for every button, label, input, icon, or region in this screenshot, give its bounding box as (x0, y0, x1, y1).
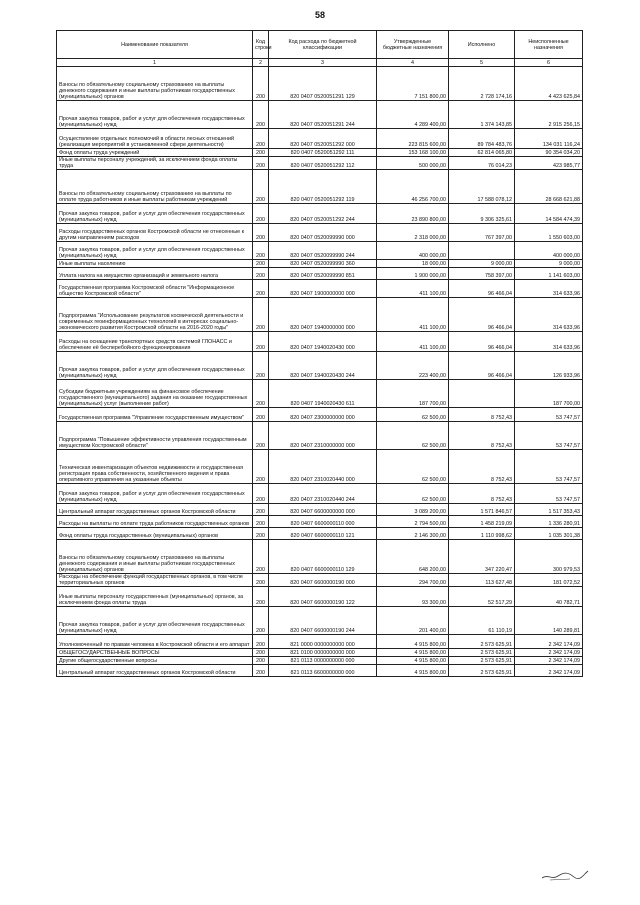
table-row (57, 101, 583, 129)
cell-budget-code: 820 0407 2310020440 244 (269, 484, 377, 504)
cell-approved: 411 100,00 (377, 298, 449, 332)
column-number: 3 (269, 59, 377, 67)
cell-approved: 500 000,00 (377, 157, 449, 170)
header-row (57, 31, 583, 59)
cell-line-code: 200 (253, 528, 269, 540)
cell-line-code: 200 (253, 408, 269, 422)
cell-line-code: 200 (253, 516, 269, 528)
cell-indicator-name: Центральный аппарат государственных органов Костромской области (57, 504, 253, 516)
cell-approved: 223 815 600,00 (377, 129, 449, 149)
cell-remaining: 40 782,71 (515, 587, 583, 607)
table-row (57, 635, 583, 649)
cell-indicator-name: Осуществление отдельных полномочий в области лесных отношений (реализация мероприятий в установленной сфере деятельности) (57, 129, 253, 149)
cell-budget-code: 820 0407 1900000000 000 (269, 280, 377, 298)
cell-executed: 1 374 143,85 (449, 101, 515, 129)
cell-indicator-name: ОБЩЕГОСУДАРСТВЕННЫЕ ВОПРОСЫ (57, 649, 253, 657)
table-row (57, 408, 583, 422)
cell-line-code: 200 (253, 635, 269, 649)
cell-remaining: 1 035 301,38 (515, 528, 583, 540)
cell-line-code: 200 (253, 540, 269, 574)
cell-budget-code: 820 0407 0520051292 000 (269, 129, 377, 149)
cell-budget-code: 820 0407 0520099990 851 (269, 268, 377, 280)
column-number-row (57, 59, 583, 67)
cell-remaining: 314 633,96 (515, 332, 583, 352)
cell-remaining: 53 747,57 (515, 450, 583, 484)
cell-remaining: 2 342 174,09 (515, 635, 583, 649)
cell-budget-code: 820 0407 0520051292 111 (269, 149, 377, 157)
cell-approved: 4 915 800,00 (377, 635, 449, 649)
cell-remaining: 2 342 174,09 (515, 665, 583, 677)
cell-budget-code: 820 0407 6600000000 000 (269, 504, 377, 516)
cell-executed: 8 752,43 (449, 422, 515, 450)
cell-line-code: 200 (253, 242, 269, 260)
budget-execution-table (56, 30, 583, 677)
cell-approved: 2 146 300,00 (377, 528, 449, 540)
cell-line-code: 200 (253, 129, 269, 149)
cell-approved: 62 500,00 (377, 408, 449, 422)
table-row (57, 204, 583, 224)
column-number: 2 (253, 59, 269, 67)
table-row (57, 352, 583, 380)
cell-indicator-name: Прочая закупка товаров, работ и услуг для обеспечения государственных (муниципальных) нужд (57, 242, 253, 260)
cell-budget-code: 821 0113 0000000000 000 (269, 657, 377, 665)
cell-executed: 96 466,04 (449, 352, 515, 380)
cell-executed: 758 397,00 (449, 268, 515, 280)
cell-approved: 153 168 100,00 (377, 149, 449, 157)
cell-budget-code: 820 0407 6600000190 122 (269, 587, 377, 607)
cell-executed: 113 627,48 (449, 574, 515, 587)
cell-line-code: 200 (253, 101, 269, 129)
table-row (57, 332, 583, 352)
cell-remaining: 300 979,53 (515, 540, 583, 574)
cell-approved: 4 915 800,00 (377, 649, 449, 657)
table-row (57, 607, 583, 635)
cell-indicator-name: Взносы по обязательному социальному страхованию на выплаты денежного содержания и иные выплаты работникам государственных (муниципальных) органов (57, 540, 253, 574)
cell-indicator-name: Расходы на обеспечение функций государственных органов, в том числе территориальных органов (57, 574, 253, 587)
cell-approved: 2 794 500,00 (377, 516, 449, 528)
cell-budget-code: 820 0407 6600000110 000 (269, 516, 377, 528)
cell-remaining: 134 031 116,24 (515, 129, 583, 149)
cell-remaining: 4 423 625,84 (515, 67, 583, 101)
cell-line-code: 200 (253, 607, 269, 635)
table-row (57, 504, 583, 516)
cell-approved: 3 089 200,00 (377, 504, 449, 516)
cell-budget-code: 821 0113 6600000000 000 (269, 665, 377, 677)
cell-approved: 93 300,00 (377, 587, 449, 607)
column-number: 6 (515, 59, 583, 67)
cell-indicator-name: Техническая инвентаризация объектов недвижимости и государственная регистрация права собственности, хозяйственного ведения и права оперативного управления на указанные объекты (57, 450, 253, 484)
cell-remaining: 314 633,96 (515, 298, 583, 332)
column-header-name: Наименование показателя (57, 31, 253, 59)
cell-line-code: 200 (253, 170, 269, 204)
cell-line-code: 200 (253, 484, 269, 504)
table-row (57, 298, 583, 332)
cell-remaining: 181 072,52 (515, 574, 583, 587)
cell-indicator-name: Иные выплаты персоналу учреждений, за исключением фонда оплаты труда (57, 157, 253, 170)
cell-line-code: 200 (253, 280, 269, 298)
cell-remaining: 400 000,00 (515, 242, 583, 260)
cell-approved: 18 000,00 (377, 260, 449, 268)
cell-indicator-name: Государственная программа "Управление государственным имуществом" (57, 408, 253, 422)
cell-executed: 17 588 078,12 (449, 170, 515, 204)
cell-approved: 294 700,00 (377, 574, 449, 587)
cell-approved: 1 900 000,00 (377, 268, 449, 280)
cell-executed: 9 000,00 (449, 260, 515, 268)
signature-mark (540, 868, 590, 882)
cell-executed: 89 784 483,76 (449, 129, 515, 149)
cell-approved: 62 500,00 (377, 422, 449, 450)
cell-remaining: 2 915 256,15 (515, 101, 583, 129)
cell-indicator-name: Субсидии бюджетным учреждениям на финансовое обеспечение государственного (муниципального) задания на оказание государственных (муниципальных) услуг (выполнение работ) (57, 380, 253, 408)
table-body (57, 67, 583, 677)
table-row (57, 528, 583, 540)
column-header-remaining: Неисполненные назначения (515, 31, 583, 59)
cell-executed: 9 306 325,61 (449, 204, 515, 224)
cell-line-code: 200 (253, 665, 269, 677)
cell-budget-code: 820 0407 1940020430 611 (269, 380, 377, 408)
cell-approved: 2 318 000,00 (377, 224, 449, 242)
table-row (57, 268, 583, 280)
cell-approved: 648 200,00 (377, 540, 449, 574)
cell-indicator-name: Расходы на оснащение транспортных средств системой ГЛОНАСС и обеспечение её бесперебойного функционирования (57, 332, 253, 352)
table-row (57, 587, 583, 607)
cell-indicator-name: Прочая закупка товаров, работ и услуг для обеспечения государственных (муниципальных) нужд (57, 101, 253, 129)
table-row (57, 170, 583, 204)
table-row (57, 422, 583, 450)
cell-budget-code: 820 0407 0520051291 129 (269, 67, 377, 101)
table-row (57, 574, 583, 587)
cell-indicator-name: Взносы по обязательному социальному страхованию на выплаты по оплате труда работников и иные выплаты работникам учреждений (57, 170, 253, 204)
cell-budget-code: 820 0407 0520099990 360 (269, 260, 377, 268)
cell-budget-code: 820 0407 0520051291 244 (269, 101, 377, 129)
cell-budget-code: 820 0407 1940000000 000 (269, 298, 377, 332)
cell-executed (449, 242, 515, 260)
cell-executed: 2 573 625,91 (449, 665, 515, 677)
cell-executed: 96 466,04 (449, 332, 515, 352)
cell-indicator-name: Фонд оплаты труда учреждений (57, 149, 253, 157)
cell-indicator-name: Другие общегосударственные вопросы (57, 657, 253, 665)
cell-remaining: 126 933,96 (515, 352, 583, 380)
cell-indicator-name: Расходы государственных органов Костромской области не отнесенные к другим направлениям расходов (57, 224, 253, 242)
cell-executed: 2 573 625,91 (449, 649, 515, 657)
cell-line-code: 200 (253, 224, 269, 242)
cell-line-code: 200 (253, 649, 269, 657)
cell-indicator-name: Подпрограмма "Использование результатов космической деятельности и современных геоинформационных технологий в интересах социально-экономического развития Костромской области на 2016-2020 годы" (57, 298, 253, 332)
table-row (57, 280, 583, 298)
cell-approved: 4 915 800,00 (377, 665, 449, 677)
table-row (57, 450, 583, 484)
cell-budget-code: 820 0407 1940020430 000 (269, 332, 377, 352)
table-row (57, 516, 583, 528)
cell-executed: 1 458 219,09 (449, 516, 515, 528)
cell-budget-code: 820 0407 0520099990 244 (269, 242, 377, 260)
cell-budget-code: 821 0100 0000000000 000 (269, 649, 377, 657)
cell-remaining: 1 141 603,00 (515, 268, 583, 280)
cell-line-code: 200 (253, 504, 269, 516)
cell-budget-code: 820 0407 1940020430 244 (269, 352, 377, 380)
cell-budget-code: 820 0407 6600000110 121 (269, 528, 377, 540)
cell-budget-code: 820 0407 6600000190 000 (269, 574, 377, 587)
cell-approved: 46 256 700,00 (377, 170, 449, 204)
cell-approved: 23 890 800,00 (377, 204, 449, 224)
cell-remaining: 140 289,81 (515, 607, 583, 635)
cell-remaining: 53 747,57 (515, 484, 583, 504)
cell-executed: 62 814 065,80 (449, 149, 515, 157)
cell-approved: 7 151 800,00 (377, 67, 449, 101)
column-header-executed: Исполнено (449, 31, 515, 59)
cell-executed: 2 573 625,91 (449, 657, 515, 665)
cell-budget-code: 820 0407 0520051292 112 (269, 157, 377, 170)
cell-indicator-name: Государственная программа Костромской области "Информационное общество Костромской области" (57, 280, 253, 298)
cell-indicator-name: Центральный аппарат государственных органов Костромской области (57, 665, 253, 677)
cell-executed: 96 466,04 (449, 298, 515, 332)
cell-indicator-name: Иные выплаты персоналу государственных (муниципальных) органов, за исключением фонда оплаты труда (57, 587, 253, 607)
cell-remaining: 14 584 474,39 (515, 204, 583, 224)
cell-line-code: 200 (253, 149, 269, 157)
column-number: 5 (449, 59, 515, 67)
table-row (57, 67, 583, 101)
cell-executed: 8 752,43 (449, 484, 515, 504)
cell-remaining: 28 668 621,88 (515, 170, 583, 204)
cell-remaining: 2 342 174,09 (515, 649, 583, 657)
cell-approved: 62 500,00 (377, 450, 449, 484)
cell-remaining: 90 354 034,20 (515, 149, 583, 157)
cell-budget-code: 820 0407 0520051292 119 (269, 170, 377, 204)
cell-remaining: 2 342 174,09 (515, 657, 583, 665)
cell-approved: 62 500,00 (377, 484, 449, 504)
cell-remaining: 53 747,57 (515, 422, 583, 450)
table-row (57, 657, 583, 665)
page-number: 58 (314, 10, 325, 20)
cell-executed: 61 110,19 (449, 607, 515, 635)
cell-indicator-name: Прочая закупка товаров, работ и услуг для обеспечения государственных (муниципальных) нужд (57, 204, 253, 224)
cell-indicator-name: Взносы по обязательному социальному страхованию на выплаты денежного содержания и иные выплаты работникам государственных (муниципальных) органов (57, 67, 253, 101)
cell-budget-code: 820 0407 2300000000 000 (269, 408, 377, 422)
column-header-approved: Утвержденные бюджетные назначения (377, 31, 449, 59)
cell-indicator-name: Уплата налога на имущество организаций и земельного налога (57, 268, 253, 280)
cell-executed: 52 517,29 (449, 587, 515, 607)
column-header-code: Код строки (253, 31, 269, 59)
cell-executed (449, 380, 515, 408)
cell-remaining: 187 700,00 (515, 380, 583, 408)
cell-executed: 2 573 625,91 (449, 635, 515, 649)
cell-line-code: 200 (253, 332, 269, 352)
cell-indicator-name: Прочая закупка товаров, работ и услуг для обеспечения государственных (муниципальных) нужд (57, 352, 253, 380)
cell-line-code: 200 (253, 422, 269, 450)
cell-executed: 76 014,23 (449, 157, 515, 170)
cell-line-code: 200 (253, 157, 269, 170)
cell-line-code: 200 (253, 298, 269, 332)
cell-budget-code: 820 0407 2310020440 000 (269, 450, 377, 484)
cell-remaining: 1 550 603,00 (515, 224, 583, 242)
cell-approved: 223 400,00 (377, 352, 449, 380)
table-row (57, 157, 583, 170)
cell-indicator-name: Подпрограмма "Повышение эффективности управления государственным имуществом Костромской области" (57, 422, 253, 450)
cell-budget-code: 820 0407 6600000110 129 (269, 540, 377, 574)
cell-executed: 96 466,04 (449, 280, 515, 298)
cell-line-code: 200 (253, 657, 269, 665)
table-row (57, 242, 583, 260)
table-row (57, 484, 583, 504)
cell-remaining: 423 985,77 (515, 157, 583, 170)
cell-remaining: 1 336 280,91 (515, 516, 583, 528)
column-number: 4 (377, 59, 449, 67)
table-row (57, 380, 583, 408)
cell-executed: 347 220,47 (449, 540, 515, 574)
cell-approved: 187 700,00 (377, 380, 449, 408)
table-row (57, 665, 583, 677)
table-row (57, 149, 583, 157)
cell-indicator-name: Расходы на выплаты по оплате труда работников государственных органов (57, 516, 253, 528)
cell-line-code: 200 (253, 352, 269, 380)
cell-approved: 400 000,00 (377, 242, 449, 260)
cell-line-code: 200 (253, 380, 269, 408)
cell-budget-code: 820 0407 2310000000 000 (269, 422, 377, 450)
cell-line-code: 200 (253, 67, 269, 101)
cell-budget-code: 820 0407 0520051292 244 (269, 204, 377, 224)
cell-indicator-name: Иные выплаты населению (57, 260, 253, 268)
table-row (57, 649, 583, 657)
cell-line-code: 200 (253, 268, 269, 280)
column-header-kbk: Код расхода по бюджетной классификации (269, 31, 377, 59)
cell-executed: 1 110 998,62 (449, 528, 515, 540)
table-row (57, 224, 583, 242)
cell-executed: 2 728 174,16 (449, 67, 515, 101)
cell-approved: 411 100,00 (377, 280, 449, 298)
cell-line-code: 200 (253, 204, 269, 224)
cell-indicator-name: Прочая закупка товаров, работ и услуг для обеспечения государственных (муниципальных) нужд (57, 484, 253, 504)
cell-line-code: 200 (253, 574, 269, 587)
cell-indicator-name: Фонд оплаты труда государственных (муниципальных) органов (57, 528, 253, 540)
cell-executed: 8 752,43 (449, 450, 515, 484)
cell-line-code: 200 (253, 260, 269, 268)
cell-remaining: 9 000,00 (515, 260, 583, 268)
cell-line-code: 200 (253, 587, 269, 607)
cell-approved: 411 100,00 (377, 332, 449, 352)
cell-budget-code: 820 0407 0520099990 000 (269, 224, 377, 242)
cell-executed: 8 752,43 (449, 408, 515, 422)
cell-executed: 767 397,00 (449, 224, 515, 242)
table-row (57, 129, 583, 149)
table-row (57, 540, 583, 574)
cell-executed: 1 571 846,57 (449, 504, 515, 516)
cell-remaining: 53 747,57 (515, 408, 583, 422)
cell-line-code: 200 (253, 450, 269, 484)
cell-approved: 4 289 400,00 (377, 101, 449, 129)
cell-remaining: 1 517 353,43 (515, 504, 583, 516)
cell-budget-code: 821 0000 0000000000 000 (269, 635, 377, 649)
cell-indicator-name: Уполномоченный по правам человека в Костромской области и его аппарат (57, 635, 253, 649)
cell-approved: 4 915 800,00 (377, 657, 449, 665)
table-row (57, 260, 583, 268)
cell-approved: 201 400,00 (377, 607, 449, 635)
cell-remaining: 314 633,96 (515, 280, 583, 298)
cell-budget-code: 820 0407 6600000190 244 (269, 607, 377, 635)
column-number: 1 (57, 59, 253, 67)
cell-indicator-name: Прочая закупка товаров, работ и услуг для обеспечения государственных (муниципальных) нужд (57, 607, 253, 635)
